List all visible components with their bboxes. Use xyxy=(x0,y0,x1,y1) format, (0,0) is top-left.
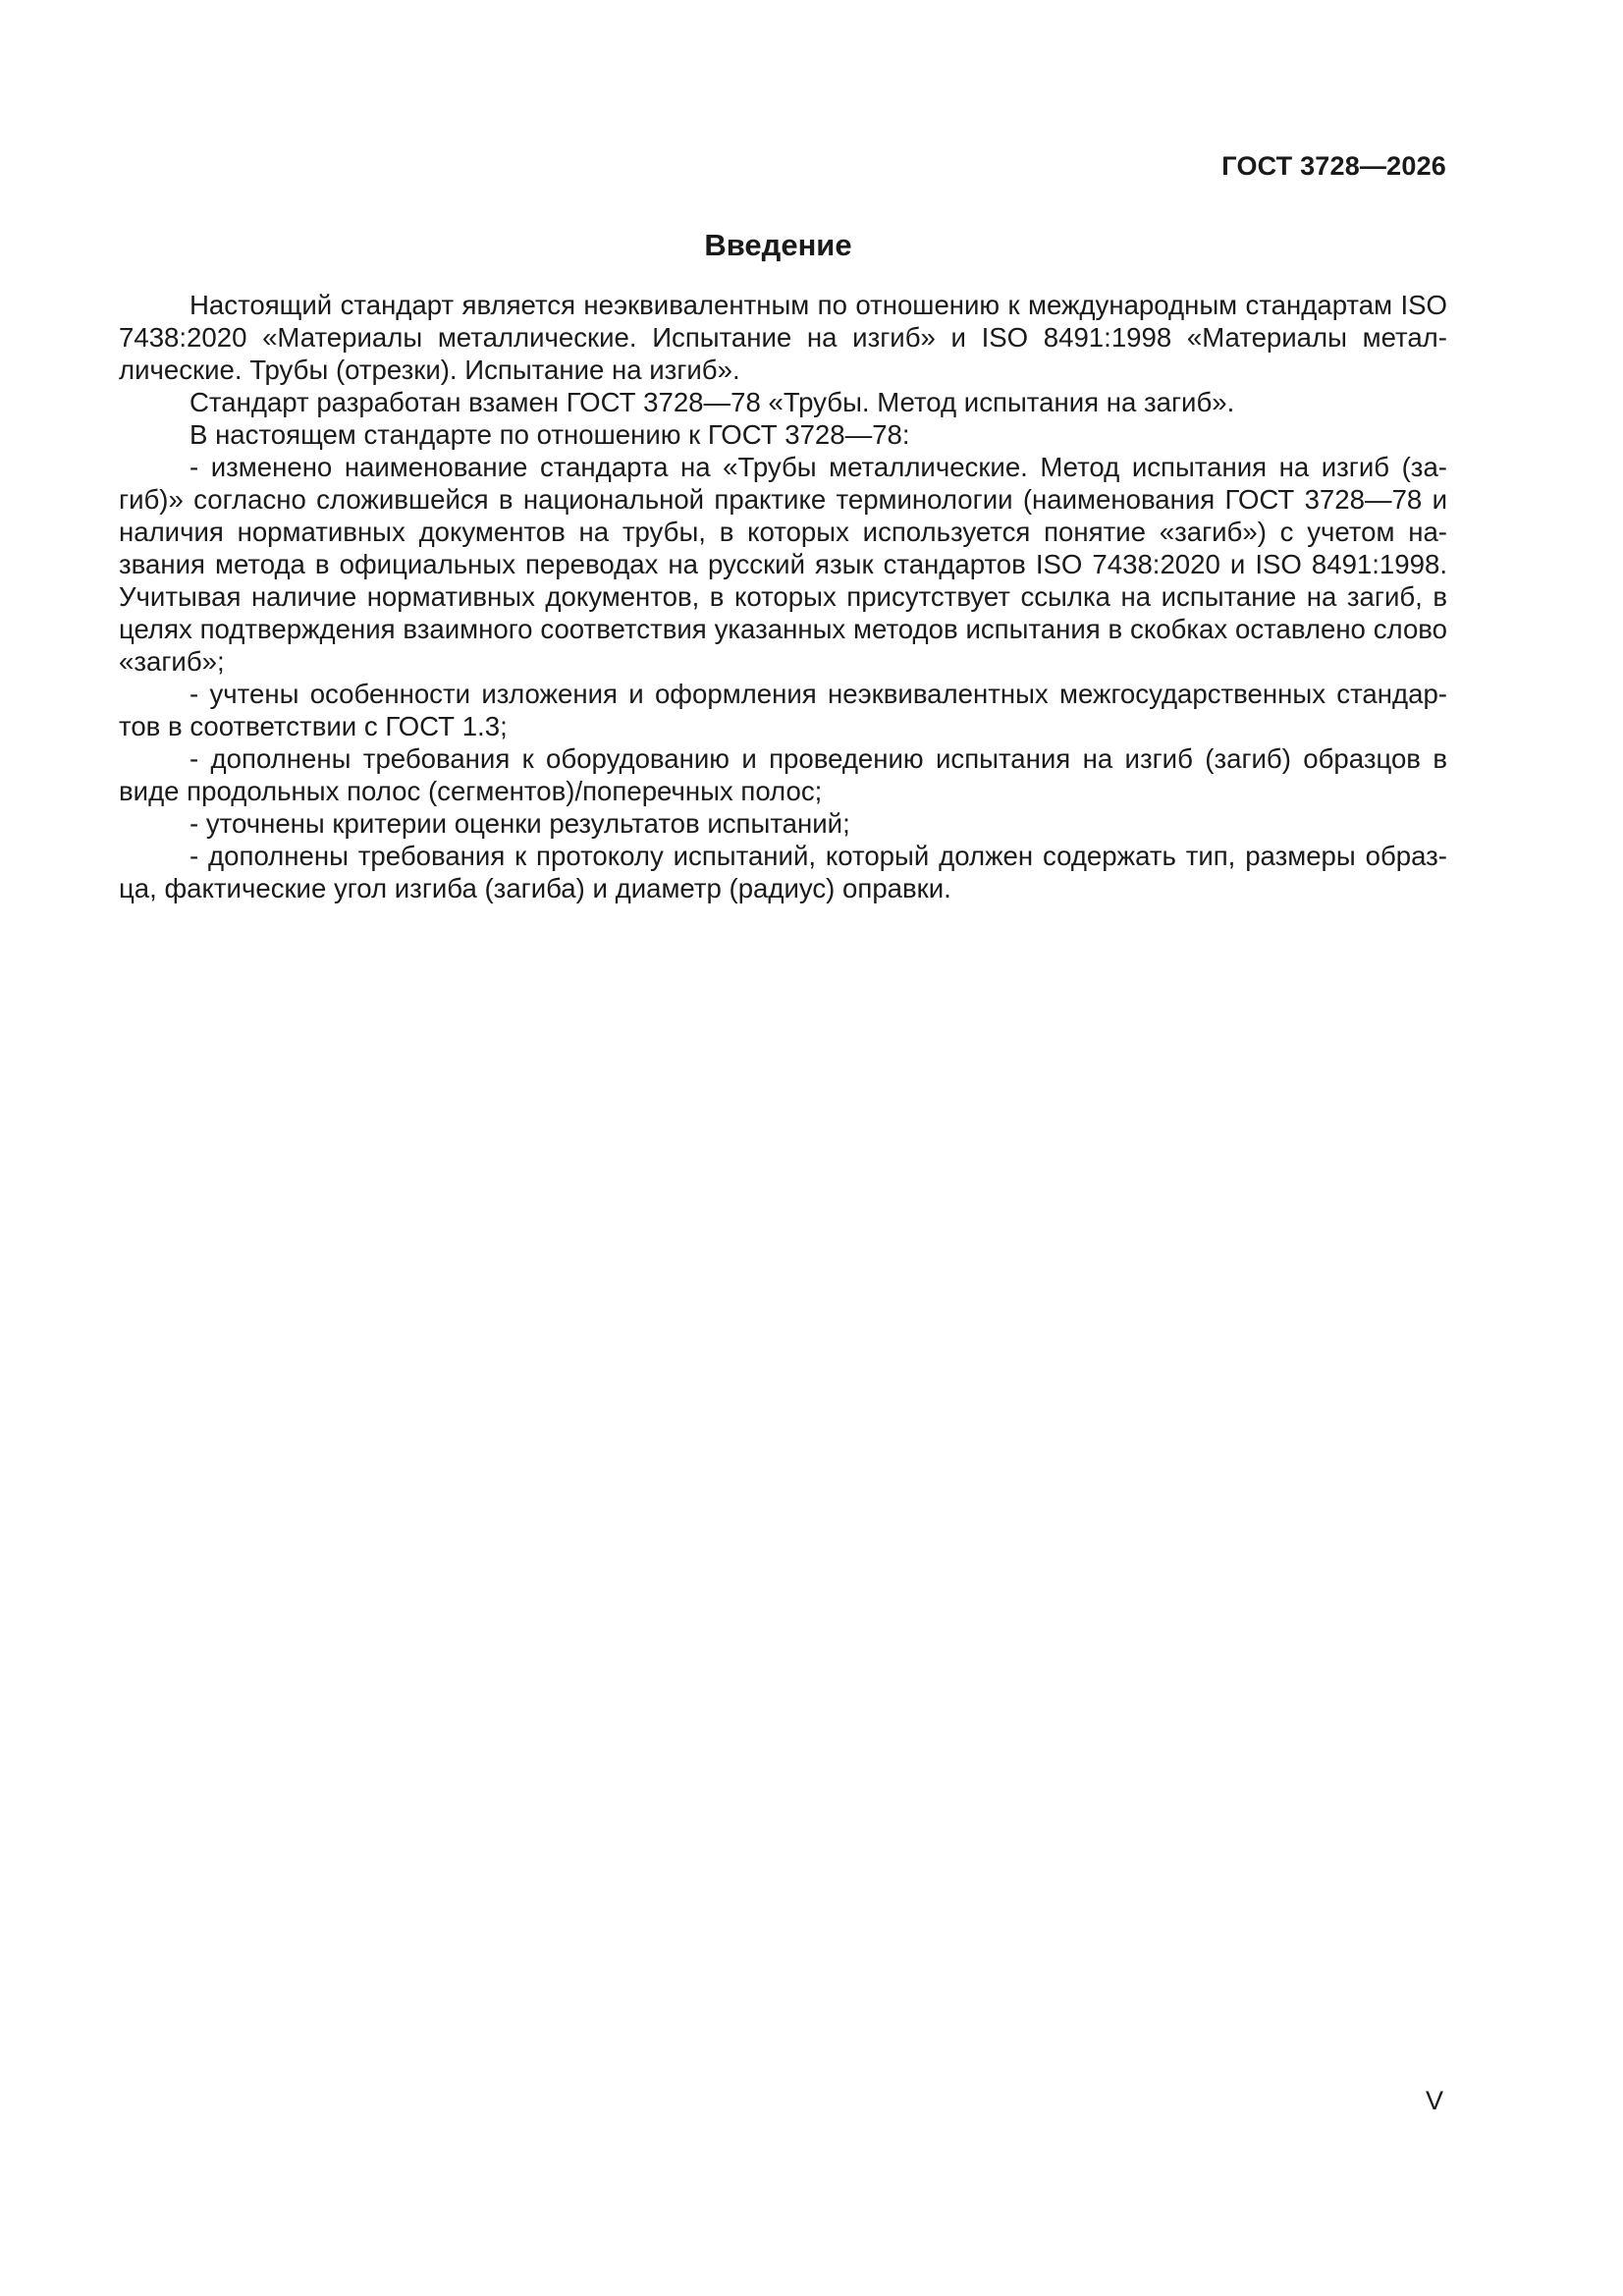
paragraph: Стандарт разработан взамен ГОСТ 3728—78 «Трубы. Метод испытания на загиб». xyxy=(189,387,1235,417)
paragraph: Настоящий стандарт является неэквивалентным по отношению к международным стандартам ISO 7438:2020 «Материалы металлические. Испытание на изгиб» и ISO 8491:1998 «Материалы металлические. Трубы (отрезки). Испытание на изгиб». xyxy=(119,290,1447,385)
list-item: - дополнены требования к протоколу испытаний, который должен содержать тип, размеры образца, фактические угол изгиба (загиба) и диаметр (радиус) оправки. xyxy=(119,841,1447,903)
list-item: - учтены особенности изложения и оформления неэквивалентных межгосударственных стандартов в соответствии с ГОСТ 1.3; xyxy=(119,679,1447,741)
list-item: - дополнены требования к оборудованию и проведению испытания на изгиб (загиб) образцов в виде продольных полос (сегментов)/поперечных полос; xyxy=(119,743,1447,806)
page-number: V xyxy=(1425,2086,1443,2115)
paragraph: В настоящем стандарте по отношению к ГОСТ 3728—78: xyxy=(189,419,910,450)
body-text xyxy=(119,289,1447,904)
list-item: - уточнены критерии оценки результатов испытаний; xyxy=(189,808,850,839)
section-title: Введение xyxy=(704,228,852,262)
document-code: ГОСТ 3728—2026 xyxy=(1221,151,1446,181)
list-item: - изменено наименование стандарта на «Трубы металлические. Метод испытания на изгиб (загиб)» согласно сложившейся в национальной практике терминологии (наименования ГОСТ 3728—78 и наличия нормативных документов на трубы, в которых используется понятие «загиб») с учетом названия метода в официальных переводах на русский язык стандартов ISO 7438:2020 и ISO 8491:1998. Учитывая наличие нормативных документов, в которых присутствует ссылка на испытание на загиб, в целях подтверждения взаимного соответствия указанных методов испытания в скобках оставлено слово «загиб»; xyxy=(119,452,1447,677)
